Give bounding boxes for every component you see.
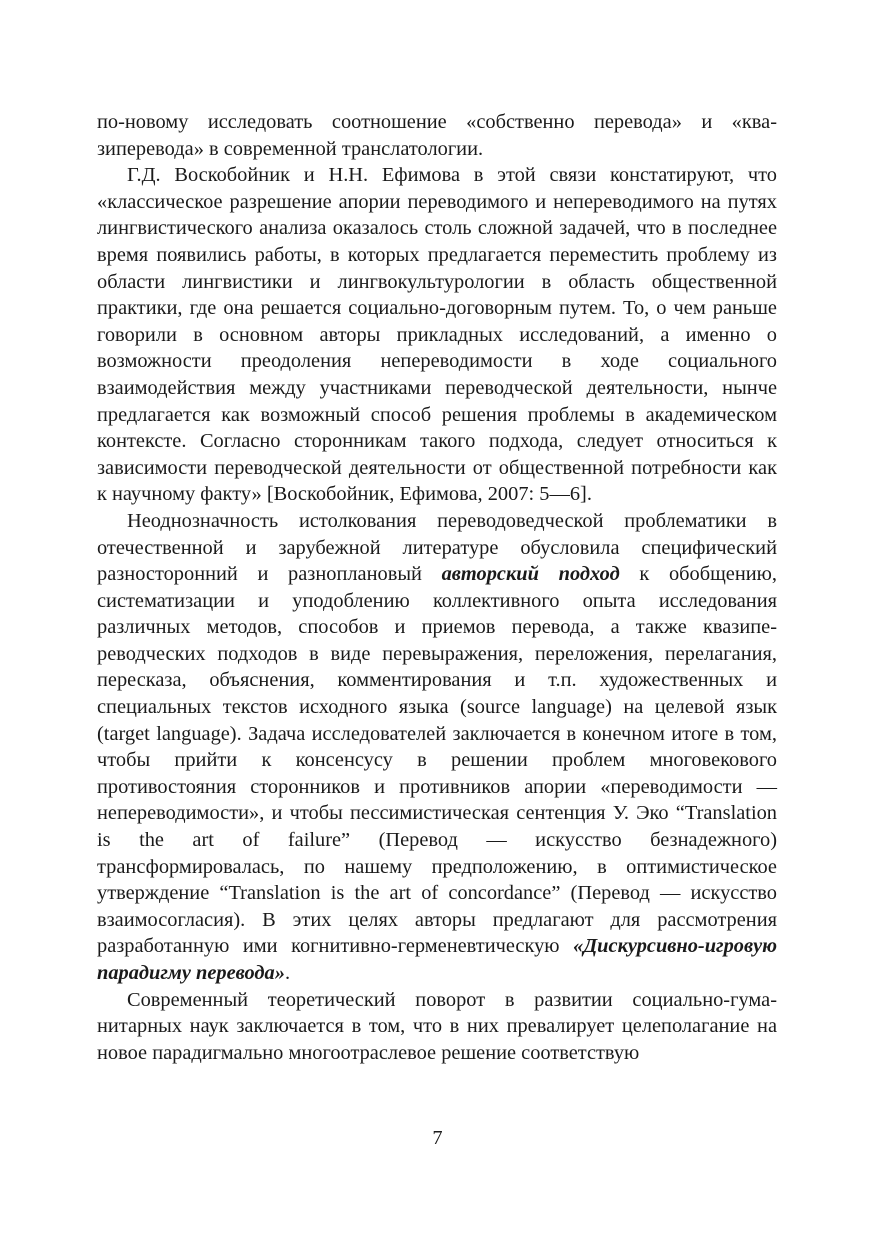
paragraph-3-text-start: Неоднозначность истолкования переводоведческой проблематики в отечественной и зарубежной литературе обусловила специфический разносторонний и разноплановый — [97, 509, 777, 586]
paragraph-3 — [97, 508, 777, 987]
paragraph-4: Современный теоретический поворот в развитии социально-гуманитарных наук заключается в том, что в них превалирует целеполагание на новое парадигмально многоотраслевое решение соответствую — [97, 988, 777, 1064]
paragraph-1: по-новому исследовать соотношение «собственно перевода» и «квазиперевода» в современной транслатологии. — [97, 111, 777, 160]
emphasis-paradigm-title: «Дискурсивно-игровую парадигму перевода» — [97, 935, 777, 984]
emphasis-author-approach: авторский подход — [441, 563, 620, 586]
paragraph-3-text-end: . — [284, 962, 291, 984]
page-body — [97, 109, 777, 1066]
paragraph-3-text-middle: к обобщению, систематизации и уподоблению коллективного опыта исследования различных методов, способов и приемов перевода, а также квазипереводческих подходов в виде перевыражения, переложения, перелагания, пересказа, объяснения, комментирования и т.п. художественных и специальных текстов исходного языка (source language) на целевой язык (target language). Задача исследователей заключается в конечном итоге в том, чтобы прийти к консенсусу в решении проблем многовекового противостояния сторонников и противников апории «переводимости — непереводимости», и чтобы пессимистическая сентенция У. Эко “Translation is the art of failure” (Перевод — искусство безнадежного) трансформировалась, по нашему предположению, в оптимистическое утверждение “Translation is the art of concordance” (Перевод — искусство взаимосогласия). В этих целях авторы предлагают для рассмотрения разработанную ими когнитивно-герменевтическую — [97, 563, 777, 958]
page-number: 7 — [432, 1127, 443, 1149]
paragraph-2: Г.Д. Воскобойник и Н.Н. Ефимова в этой связи констатируют, что «классическое разрешение апории переводимого и непереводимого на путях лингвистического анализа оказалось столь сложной задачей, что в последнее время появились работы, в которых предлагается переместить проблему из области лингвистики и лингвокультурологии в область общественной практики, где она решается социально-договорным путем. То, о чем раньше говорили в основном авторы прикладных исследований, а именно о возможности преодоления непереводимости в ходе социального взаимодействия между участниками переводческой деятельности, нынче предлагается как возможный способ решения проблемы в академическом контексте. Согласно сторонникам такого подхода, следует относиться к зависимости переводческой деятельности от общественной потребности как к научному факту» [Воскобойник, Ефимова, 2007: 5—6]. — [97, 164, 777, 506]
